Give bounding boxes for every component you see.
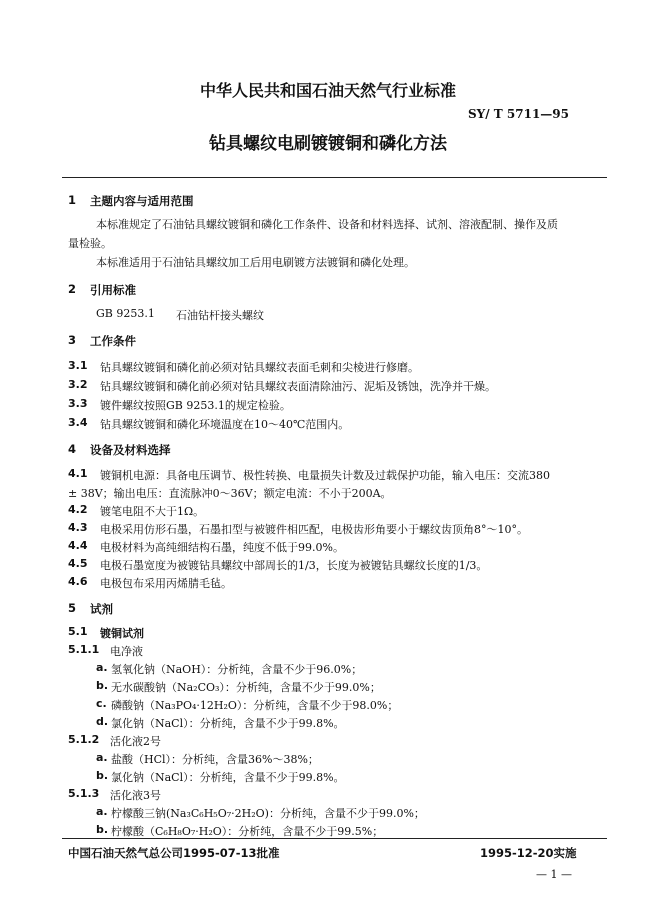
- section-2-number: 2: [68, 282, 77, 296]
- section-1-number: 1: [68, 193, 77, 207]
- subsubsection-number: 5.1.2: [68, 733, 100, 746]
- clause-number: 4.3: [68, 521, 88, 534]
- subsection-title: 镀铜试剂: [100, 627, 144, 640]
- list-item-text: 磷酸钠（Na₃PO₄·12H₂O）：分析纯，含量不少于98.0%；: [111, 699, 399, 712]
- list-item-label: c.: [96, 697, 107, 710]
- section-1-title: 主题内容与适用范围: [90, 194, 194, 208]
- clause-text: 镀笔电阻不大于1Ω。: [100, 505, 205, 518]
- list-item-label: a.: [96, 805, 108, 818]
- clause-number: 4.5: [68, 557, 88, 570]
- list-item-text: 氢氧化钠（NaOH）：分析纯，含量不少于96.0%；: [111, 663, 363, 676]
- section-3-title: 工作条件: [90, 334, 136, 348]
- clause-number: 4.4: [68, 539, 88, 552]
- list-item-label: a.: [96, 751, 108, 764]
- section-1-paragraph-1: 本标准规定了石油钻具螺纹镀铜和磷化工作条件、设备和材料选择、试剂、溶液配制、操作及质: [96, 218, 558, 231]
- subsubsection-number: 5.1.3: [68, 787, 100, 800]
- subsubsection-title: 电净液: [110, 645, 143, 658]
- reference-code: GB 9253.1: [96, 307, 155, 320]
- clause-number: 4.2: [68, 503, 88, 516]
- section-5-number: 5: [68, 601, 77, 615]
- clause-number: 4.1: [68, 467, 88, 480]
- clause-text: 电极石墨宽度为被镀钻具螺纹中部周长的1/3，长度为被镀钻具螺纹长度的1/3。: [100, 559, 488, 572]
- subsubsection-number: 5.1.1: [68, 643, 100, 656]
- reference-title: 石油钻杆接头螺纹: [176, 309, 264, 322]
- clause-text: 镀件螺纹按照GB 9253.1的规定检验。: [100, 399, 291, 412]
- list-item-text: 氯化钠（NaCl）：分析纯，含量不少于99.8%。: [111, 771, 345, 784]
- footer-rule: [62, 838, 607, 839]
- section-4-number: 4: [68, 442, 77, 456]
- list-item-text: 无水碳酸钠（Na₂CO₃）：分析纯，含量不少于99.0%；: [111, 681, 381, 694]
- clause-number: 3.3: [68, 397, 88, 410]
- page-number: — 1 —: [536, 868, 572, 881]
- list-item-label: b.: [96, 769, 109, 782]
- clause-number: 3.2: [68, 378, 88, 391]
- clause-text: 镀铜机电源：具备电压调节、极性转换、电量损失计数及过载保护功能，输入电压：交流380: [100, 469, 550, 482]
- subsubsection-title: 活化液2号: [110, 735, 161, 748]
- list-item-text: 柠檬酸三钠(Na₃C₆H₅O₇·2H₂O)：分析纯，含量不少于99.0%；: [111, 807, 425, 820]
- section-3-number: 3: [68, 333, 77, 347]
- clause-text: 钻具螺纹镀铜和磷化前必须对钻具螺纹表面清除油污、泥垢及锈蚀，洗净并干燥。: [100, 380, 496, 393]
- list-item-label: a.: [96, 661, 108, 674]
- section-2-title: 引用标准: [90, 283, 136, 297]
- subsection-number: 5.1: [68, 625, 88, 638]
- clause-text: 电极材料为高纯细结构石墨，纯度不低于99.0%。: [100, 541, 344, 554]
- list-item-label: d.: [96, 715, 109, 728]
- list-item-label: b.: [96, 679, 109, 692]
- list-item-text: 氯化钠（NaCl）：分析纯，含量不少于99.8%。: [111, 717, 345, 730]
- clause-text: 钻具螺纹镀铜和磷化环境温度在10～40℃范围内。: [100, 418, 350, 431]
- header-rule: [62, 177, 607, 178]
- section-1-paragraph-1-cont: 量检验。: [68, 237, 112, 250]
- standard-category: 中华人民共和国石油天然气行业标准: [199, 81, 456, 100]
- section-5-title: 试剂: [90, 602, 113, 616]
- approval-line: 中国石油天然气总公司1995-07-13批准: [68, 846, 280, 860]
- list-item-label: b.: [96, 823, 109, 836]
- list-item-text: 盐酸（HCl）：分析纯，含量36%～38%；: [111, 753, 319, 766]
- clause-number: 4.6: [68, 575, 88, 588]
- clause-number: 3.4: [68, 416, 88, 429]
- standard-code: SY/ T 5711—95: [468, 107, 569, 121]
- document-title: 钻具螺纹电刷镀镀铜和磷化方法: [209, 134, 447, 154]
- list-item-text: 柠檬酸（C₆H₈O₇·H₂O）：分析纯，含量不少于99.5%；: [111, 825, 384, 838]
- clause-number: 3.1: [68, 359, 88, 372]
- clause-text-cont: ± 38V；输出电压：直流脉冲0～36V；额定电流：不小于200A。: [68, 487, 392, 500]
- section-4-title: 设备及材料选择: [90, 443, 171, 457]
- clause-text: 钻具螺纹镀铜和磷化前必须对钻具螺纹表面毛刺和尖棱进行修磨。: [100, 361, 419, 374]
- clause-text: 电极采用仿形石墨，石墨扣型与被镀件相匹配，电极齿形角要小于螺纹齿顶角8°～10°。: [100, 523, 528, 536]
- subsubsection-title: 活化液3号: [110, 789, 161, 802]
- clause-text: 电极包布采用丙烯腈毛毡。: [100, 577, 232, 590]
- implementation-date: 1995-12-20实施: [480, 846, 577, 860]
- section-1-paragraph-2: 本标准适用于石油钻具螺纹加工后用电刷镀方法镀铜和磷化处理。: [96, 256, 415, 269]
